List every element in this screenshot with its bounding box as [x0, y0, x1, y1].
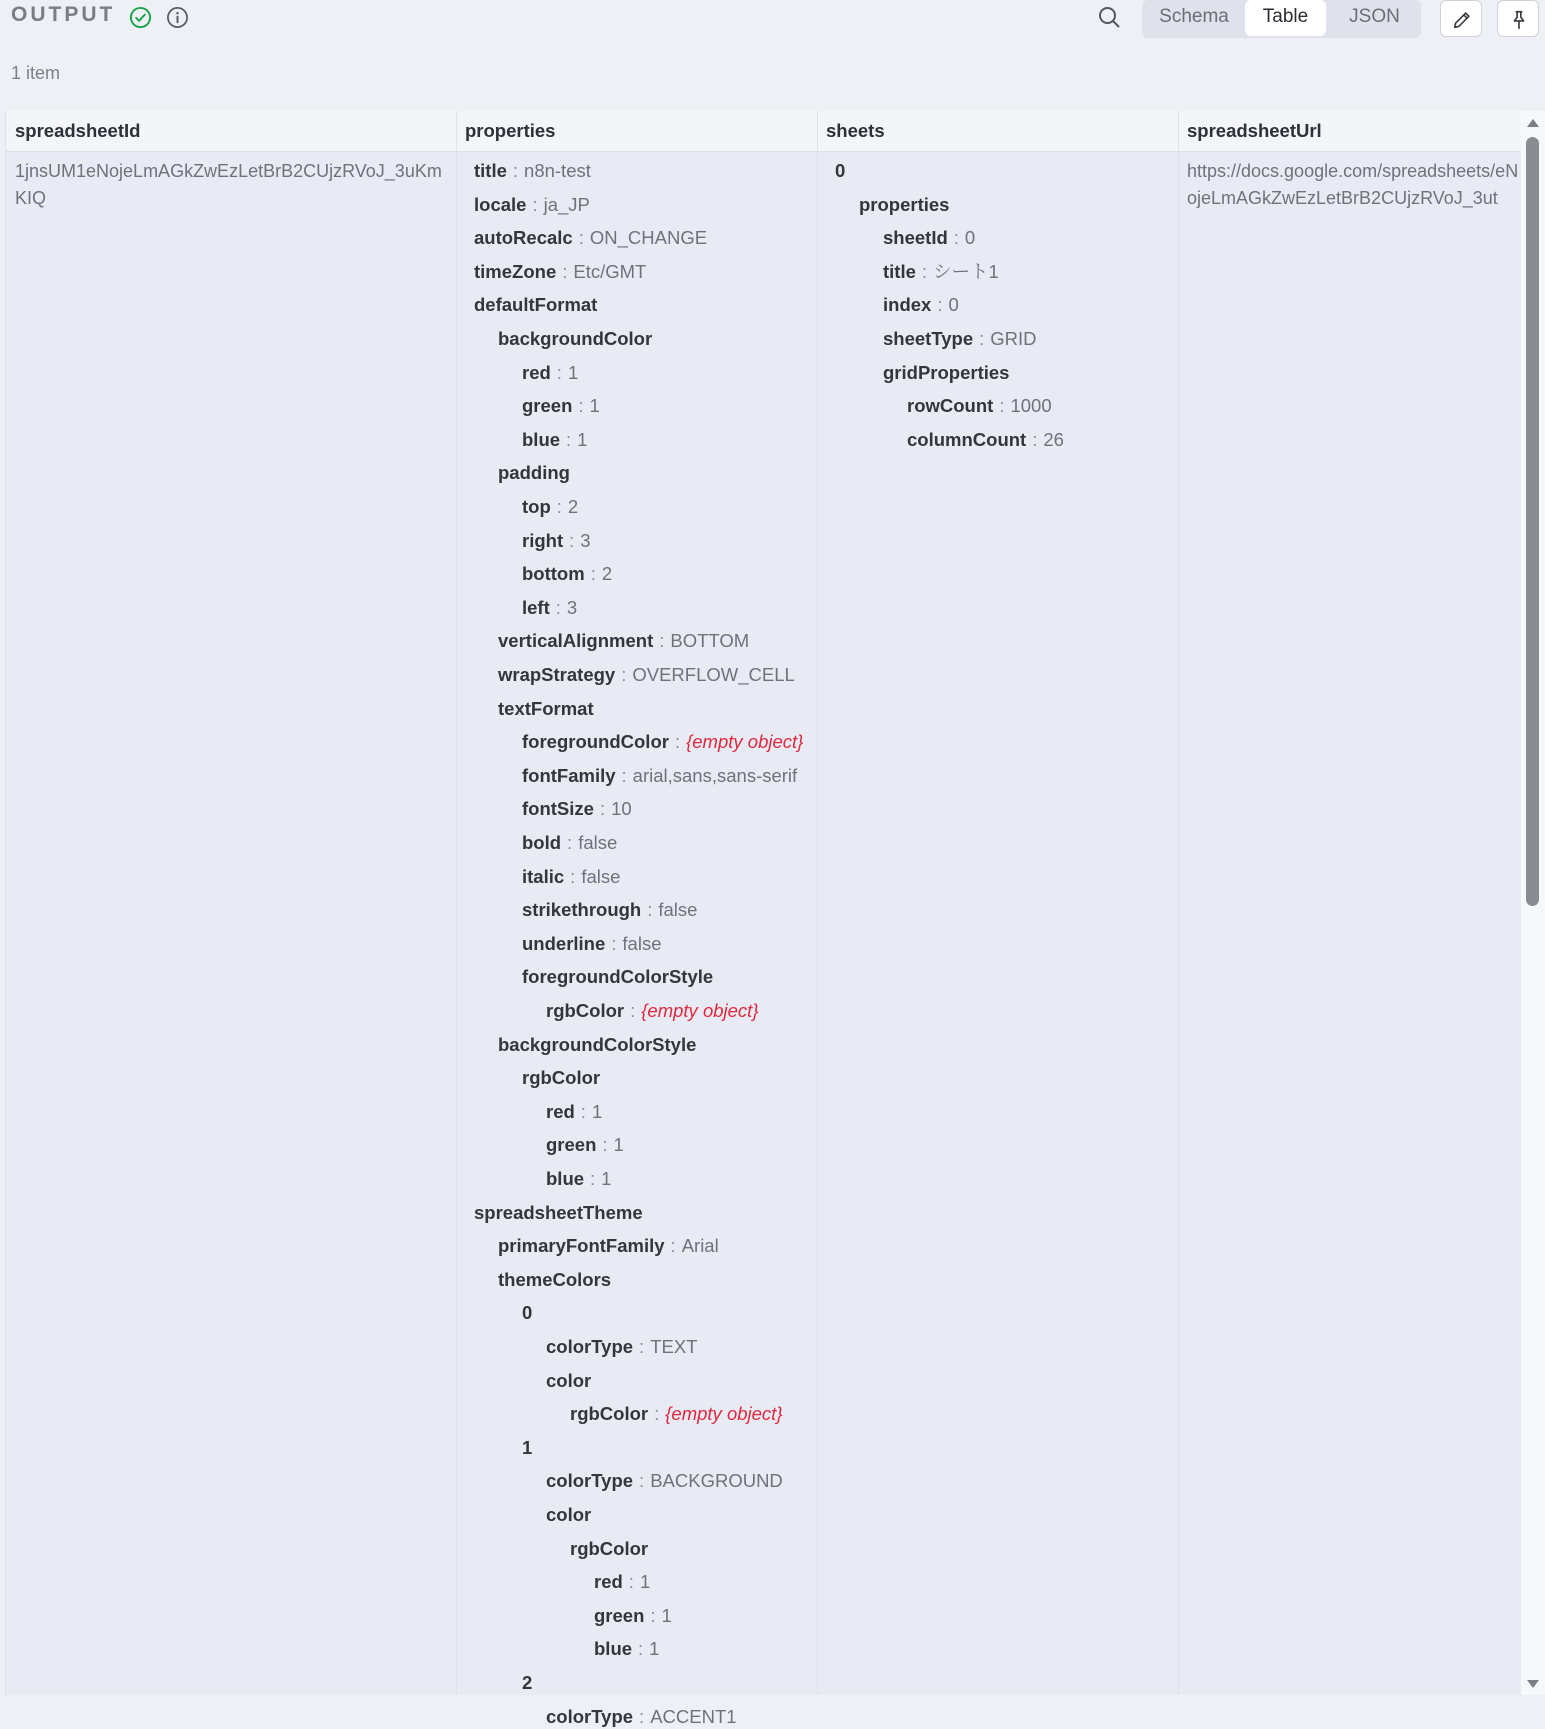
- tree-row: [570, 1402, 783, 1426]
- tree-key: green: [594, 1604, 645, 1626]
- key-value-separator: :: [937, 294, 943, 316]
- key-value-separator: :: [590, 563, 596, 585]
- key-value-separator: :: [979, 328, 985, 349]
- cell-spreadsheetId: 1jnsUM1eNojeLmAGkZwEzLetBrB2CUjzRVoJ_3uKmKIQ: [15, 161, 442, 208]
- edit-button[interactable]: [1440, 0, 1482, 37]
- tree-row: [498, 629, 749, 653]
- tree-key: bottom: [522, 563, 585, 585]
- tree-row: [474, 193, 590, 217]
- tree-row: [474, 293, 597, 317]
- tree-value: false: [658, 899, 698, 921]
- tree-row: [522, 865, 620, 889]
- key-value-separator: :: [556, 496, 562, 517]
- key-value-separator: :: [562, 260, 568, 282]
- key-value-separator: :: [512, 160, 519, 181]
- tree-key: spreadsheetTheme: [474, 1201, 643, 1223]
- tree-value: Arial: [681, 1235, 719, 1257]
- empty-object-value: {empty object}: [665, 1403, 783, 1425]
- tree-key: colorType: [546, 1470, 634, 1492]
- key-value-separator: :: [578, 227, 584, 249]
- tree-value: OVERFLOW_CELL: [632, 664, 795, 685]
- tree-key: padding: [498, 462, 570, 484]
- tree-key: 0: [522, 1302, 533, 1324]
- tree-key: left: [522, 596, 550, 618]
- tree-row: [522, 428, 587, 452]
- tree-value: false: [578, 832, 618, 853]
- key-value-separator: :: [555, 596, 561, 618]
- tree-key: locale: [474, 193, 527, 215]
- tree-value: ON_CHANGE: [589, 227, 708, 249]
- empty-object-value: {empty object}: [641, 1000, 759, 1021]
- tree-row: [474, 226, 707, 250]
- tree-key: 2: [522, 1672, 533, 1693]
- key-value-separator: :: [953, 227, 959, 249]
- tree-value: 1: [649, 1638, 660, 1660]
- tree-row: [522, 1066, 600, 1090]
- tree-row: [474, 159, 591, 183]
- key-value-separator: :: [921, 260, 928, 282]
- column-divider: [1178, 111, 1179, 1695]
- tree-key: blue: [522, 428, 561, 450]
- key-value-separator: :: [621, 664, 627, 685]
- tree-key: backgroundColorStyle: [498, 1033, 697, 1055]
- tree-row: [522, 730, 803, 754]
- tree-row: [522, 1436, 532, 1460]
- tree-value: 3: [580, 529, 591, 551]
- tree-key: colorType: [546, 1336, 634, 1357]
- tree-key: verticalAlignment: [498, 630, 654, 652]
- column-header-spreadsheetId[interactable]: spreadsheetId: [15, 120, 141, 141]
- key-value-separator: :: [999, 395, 1005, 417]
- key-value-separator: :: [638, 1638, 644, 1660]
- key-value-separator: :: [621, 764, 627, 786]
- tree-key: gridProperties: [883, 361, 1010, 383]
- tree-row: [907, 428, 1064, 452]
- key-value-separator: :: [532, 193, 538, 215]
- tree-value: 2: [567, 496, 579, 517]
- tree-row: [498, 1033, 696, 1057]
- tree-key: underline: [522, 932, 606, 954]
- tree-value: 1000: [1010, 395, 1052, 417]
- pin-button[interactable]: [1497, 0, 1539, 37]
- key-value-separator: :: [630, 1000, 636, 1021]
- tree-value: TEXT: [650, 1336, 698, 1357]
- tree-row: [474, 260, 646, 284]
- empty-object-value: {empty object}: [686, 731, 804, 753]
- tree-key: blue: [546, 1168, 585, 1189]
- tree-row: [546, 1369, 591, 1393]
- tree-row: [522, 898, 697, 922]
- key-value-separator: :: [674, 731, 681, 753]
- tree-key: sheetId: [883, 227, 948, 249]
- tree-row: [883, 361, 1009, 385]
- tree-key: color: [546, 1504, 592, 1525]
- tree-row: [522, 495, 578, 519]
- view-mode-table[interactable]: Table: [1245, 0, 1326, 36]
- tree-row: [594, 1570, 650, 1594]
- tree-row: [546, 1167, 611, 1191]
- tree-row: [498, 1268, 611, 1292]
- tree-key: fontSize: [522, 798, 594, 820]
- tree-key: foregroundColorStyle: [522, 966, 714, 988]
- tree-value: ACCENT1: [650, 1705, 737, 1727]
- tree-row: [883, 327, 1037, 351]
- tree-value: 1: [661, 1604, 672, 1626]
- pin-icon: [1508, 9, 1530, 31]
- tree-key: defaultFormat: [474, 294, 598, 316]
- tree-row: [859, 193, 949, 217]
- tree-value: GRID: [990, 328, 1037, 349]
- tree-key: color: [546, 1369, 592, 1391]
- tree-key: properties: [859, 193, 950, 215]
- tree-key: autoRecalc: [474, 227, 573, 249]
- tree-row: [546, 1133, 624, 1157]
- tree-value: 1: [577, 428, 588, 450]
- output-title: OUTPUT: [11, 3, 116, 26]
- tree-key: rgbColor: [546, 1000, 625, 1021]
- tree-key: colorType: [546, 1705, 634, 1727]
- tree-key: top: [522, 496, 551, 517]
- vertical-scrollbar[interactable]: [1521, 111, 1545, 1695]
- tree-row: [883, 260, 999, 284]
- tree-row: [522, 1301, 532, 1325]
- tree-key: rgbColor: [522, 1067, 601, 1089]
- tree-row: [907, 394, 1052, 418]
- tree-row: [546, 1100, 602, 1124]
- tree-value: BACKGROUND: [650, 1470, 783, 1492]
- key-value-separator: :: [639, 1705, 645, 1727]
- output-header: [0, 0, 1545, 40]
- tree-row: [498, 697, 594, 721]
- tree-key: green: [522, 395, 573, 417]
- tree-key: textFormat: [498, 697, 594, 719]
- tree-value: false: [622, 932, 662, 954]
- tree-key: rgbColor: [570, 1403, 649, 1425]
- pencil-icon: [1451, 9, 1473, 31]
- tree-row: [522, 361, 578, 385]
- tree-row: [498, 327, 652, 351]
- tree-key: backgroundColor: [498, 328, 653, 349]
- tree-value: 1: [613, 1134, 624, 1156]
- key-value-separator: :: [566, 428, 572, 450]
- tree-value: false: [581, 865, 621, 887]
- tree-value: arial,sans,sans-serif: [632, 764, 798, 786]
- tree-key: rowCount: [907, 395, 994, 417]
- column-header-sheets[interactable]: sheets: [826, 120, 885, 141]
- tree-value: 26: [1043, 428, 1064, 450]
- tree-row: [570, 1537, 648, 1561]
- key-value-separator: :: [647, 899, 653, 921]
- column-header-spreadsheetUrl[interactable]: spreadsheetUrl: [1187, 120, 1322, 141]
- key-value-separator: :: [654, 1403, 660, 1425]
- tree-row: [522, 394, 600, 418]
- tree-value: 3: [566, 596, 578, 618]
- tree-value: 1: [639, 1571, 651, 1593]
- tree-row: [522, 562, 612, 586]
- column-divider: [817, 111, 818, 1695]
- tree-value: 1: [601, 1168, 612, 1189]
- tree-key: italic: [522, 865, 565, 887]
- tree-row: [498, 1234, 719, 1258]
- key-value-separator: :: [556, 361, 562, 383]
- tree-row: [883, 293, 959, 317]
- tree-key: red: [546, 1100, 575, 1122]
- tree-row: [546, 999, 759, 1023]
- tree-key: sheetType: [883, 328, 974, 349]
- tree-key: title: [474, 160, 507, 181]
- tree-key: right: [522, 529, 564, 551]
- scroll-down-arrow-icon[interactable]: [1525, 1677, 1541, 1691]
- key-value-separator: :: [628, 1571, 634, 1593]
- tree-value: BOTTOM: [670, 630, 750, 652]
- tree-value: 2: [601, 563, 613, 585]
- tree-row: [522, 1671, 532, 1695]
- tree-key: wrapStrategy: [498, 664, 616, 685]
- table-header: [6, 111, 1522, 152]
- scrollbar-thumb[interactable]: [1526, 137, 1539, 906]
- tree-row: [498, 663, 795, 687]
- tree-key: rgbColor: [570, 1537, 649, 1559]
- cell-spreadsheetUrl: https://docs.google.com/spreadsheets/eNojeLmAGkZwEzLetBrB2CUjzRVoJ_3ut: [1187, 161, 1519, 208]
- key-value-separator: :: [590, 1168, 596, 1189]
- key-value-separator: :: [580, 1100, 586, 1122]
- tree-key: title: [883, 260, 916, 282]
- tree-row: [522, 965, 713, 989]
- key-value-separator: :: [650, 1604, 656, 1626]
- key-value-separator: :: [570, 865, 576, 887]
- tree-key: green: [546, 1134, 597, 1156]
- tree-row: [522, 529, 591, 553]
- tree-key: red: [594, 1571, 623, 1593]
- tree-key: index: [883, 294, 932, 316]
- tree-key: columnCount: [907, 428, 1027, 450]
- key-value-separator: :: [569, 529, 575, 551]
- key-value-separator: :: [639, 1336, 645, 1357]
- key-value-separator: :: [611, 932, 617, 954]
- tree-value: Etc/GMT: [573, 260, 647, 282]
- tree-row: [594, 1604, 672, 1628]
- key-value-separator: :: [670, 1235, 676, 1257]
- tree-key: 1: [522, 1436, 533, 1458]
- tree-key: bold: [522, 832, 562, 853]
- tree-key: primaryFontFamily: [498, 1235, 665, 1257]
- tree-row: [522, 932, 661, 956]
- tree-value: シート1: [933, 260, 999, 282]
- tree-key: red: [522, 361, 551, 383]
- check-circle-icon: [129, 6, 152, 29]
- tree-row: [546, 1503, 591, 1527]
- tree-row: [522, 797, 632, 821]
- key-value-separator: :: [659, 630, 665, 652]
- tree-key: timeZone: [474, 260, 557, 282]
- search-icon[interactable]: [1097, 5, 1121, 29]
- view-mode-switch: [1142, 0, 1421, 38]
- tree-key: themeColors: [498, 1268, 612, 1290]
- column-header-properties[interactable]: properties: [465, 120, 556, 141]
- tree-value: 1: [567, 361, 579, 383]
- tree-value: 0: [964, 227, 976, 249]
- key-value-separator: :: [639, 1470, 645, 1492]
- key-value-separator: :: [567, 832, 573, 853]
- tree-key: blue: [594, 1638, 633, 1660]
- output-table: [5, 111, 1522, 1727]
- view-mode-json[interactable]: JSON: [1349, 6, 1400, 27]
- column-divider: [456, 111, 457, 1695]
- tree-row: [474, 1201, 643, 1225]
- tree-row: [546, 1335, 697, 1359]
- tree-row: [522, 764, 797, 788]
- tree-row: [522, 596, 577, 620]
- tree-value: 0: [948, 294, 959, 316]
- tree-row: [498, 461, 570, 485]
- item-count: 1 item: [11, 63, 61, 83]
- tree-key: fontFamily: [522, 764, 616, 786]
- tree-row: [546, 1469, 783, 1493]
- tree-key: strikethrough: [522, 899, 642, 921]
- tree-key: foregroundColor: [522, 731, 669, 753]
- tree-row: [594, 1637, 659, 1661]
- scroll-up-arrow-icon[interactable]: [1525, 116, 1541, 130]
- tree-value: 10: [611, 798, 632, 820]
- view-mode-schema[interactable]: Schema: [1159, 6, 1229, 27]
- key-value-separator: :: [599, 798, 606, 820]
- key-value-separator: :: [1032, 428, 1038, 450]
- tree-row: [883, 226, 975, 250]
- tree-value: n8n-test: [524, 160, 591, 181]
- tree-row: [835, 159, 845, 183]
- tree-row: [522, 831, 617, 855]
- key-value-separator: :: [602, 1134, 608, 1156]
- tree-value: 1: [591, 1100, 603, 1122]
- tree-row: [546, 1705, 737, 1729]
- info-icon[interactable]: [166, 6, 189, 29]
- tree-value: 1: [589, 395, 600, 417]
- key-value-separator: :: [578, 395, 584, 417]
- tree-key: 0: [835, 160, 846, 181]
- tree-value: ja_JP: [543, 193, 590, 215]
